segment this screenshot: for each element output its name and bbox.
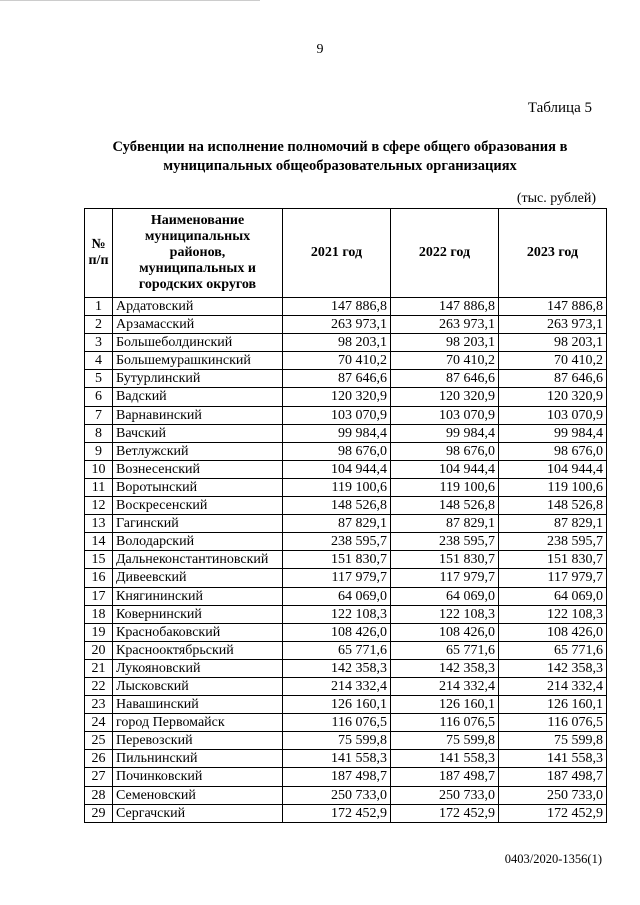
row-number: 12 [85,497,113,515]
value-2021: 122 108,3 [283,605,391,623]
value-2023: 187 498,7 [499,768,607,786]
value-2021: 99 984,4 [283,424,391,442]
value-2021: 250 733,0 [283,786,391,804]
value-2021: 120 320,9 [283,388,391,406]
value-2022: 122 108,3 [391,605,499,623]
row-number: 2 [85,316,113,334]
value-2023: 250 733,0 [499,786,607,804]
value-2022: 103 070,9 [391,406,499,424]
value-2023: 64 069,0 [499,587,607,605]
value-2021: 103 070,9 [283,406,391,424]
table-row [85,623,607,641]
table-row [85,442,607,460]
row-number: 25 [85,732,113,750]
value-2023: 104 944,4 [499,460,607,478]
district-name: Перевозский [113,732,283,750]
value-2023: 148 526,8 [499,497,607,515]
value-2023: 75 599,8 [499,732,607,750]
value-2021: 151 830,7 [283,551,391,569]
value-2022: 263 973,1 [391,316,499,334]
header-2022: 2022 год [391,209,499,298]
value-2022: 187 498,7 [391,768,499,786]
table-row [85,750,607,768]
row-number: 21 [85,659,113,677]
value-2023: 108 426,0 [499,623,607,641]
value-2022: 238 595,7 [391,533,499,551]
district-name: Сергачский [113,804,283,822]
value-2021: 116 076,5 [283,714,391,732]
row-number: 13 [85,515,113,533]
value-2022: 64 069,0 [391,587,499,605]
table-row [85,515,607,533]
value-2021: 126 160,1 [283,696,391,714]
units-label: (тыс. рублей) [516,191,596,206]
value-2022: 119 100,6 [391,478,499,496]
table-row [85,370,607,388]
value-2023: 98 203,1 [499,334,607,352]
row-number: 15 [85,551,113,569]
value-2021: 70 410,2 [283,352,391,370]
district-name: Ковернинский [113,605,283,623]
header-name: Наименование муниципальных районов, муниципальных и городских округов [113,209,283,298]
value-2023: 238 595,7 [499,533,607,551]
row-number: 3 [85,334,113,352]
value-2023: 172 452,9 [499,804,607,822]
value-2023: 116 076,5 [499,714,607,732]
value-2021: 75 599,8 [283,732,391,750]
table-row [85,406,607,424]
table-row [85,460,607,478]
value-2021: 214 332,4 [283,677,391,695]
header-num: № п/п [85,209,113,298]
value-2021: 147 886,8 [283,298,391,316]
table-row [85,533,607,551]
district-name: Дальнеконстантиновский [113,551,283,569]
title-line-2: муниципальных общеобразовательных организациях [163,158,517,174]
row-number: 4 [85,352,113,370]
row-number: 26 [85,750,113,768]
table-row [85,732,607,750]
value-2023: 214 332,4 [499,677,607,695]
value-2021: 117 979,7 [283,569,391,587]
value-2022: 87 829,1 [391,515,499,533]
district-name: Семеновский [113,786,283,804]
row-number: 27 [85,768,113,786]
value-2021: 142 358,3 [283,659,391,677]
district-name: Лысковский [113,677,283,695]
district-name: Большеболдинский [113,334,283,352]
value-2023: 141 558,3 [499,750,607,768]
value-2023: 99 984,4 [499,424,607,442]
row-number: 22 [85,677,113,695]
row-number: 14 [85,533,113,551]
value-2021: 98 203,1 [283,334,391,352]
table-row [85,388,607,406]
table-row [85,659,607,677]
value-2021: 141 558,3 [283,750,391,768]
row-number: 19 [85,623,113,641]
district-name: Володарский [113,533,283,551]
value-2021: 148 526,8 [283,497,391,515]
value-2022: 98 676,0 [391,442,499,460]
table-row [85,587,607,605]
district-name: Большемурашкинский [113,352,283,370]
table-row [85,352,607,370]
table-header-row [85,209,607,298]
table-row [85,569,607,587]
subsidies-table [84,208,607,823]
value-2022: 116 076,5 [391,714,499,732]
table-row [85,605,607,623]
row-number: 6 [85,388,113,406]
value-2023: 142 358,3 [499,659,607,677]
page-title [60,138,620,176]
table-label: Таблица 5 [527,100,592,116]
value-2022: 141 558,3 [391,750,499,768]
table-row [85,316,607,334]
row-number: 7 [85,406,113,424]
value-2022: 148 526,8 [391,497,499,515]
value-2022: 70 410,2 [391,352,499,370]
value-2021: 87 829,1 [283,515,391,533]
value-2021: 187 498,7 [283,768,391,786]
table-row [85,804,607,822]
value-2022: 87 646,6 [391,370,499,388]
row-number: 23 [85,696,113,714]
value-2022: 151 830,7 [391,551,499,569]
district-name: Воскресенский [113,497,283,515]
value-2023: 98 676,0 [499,442,607,460]
value-2021: 98 676,0 [283,442,391,460]
table-row [85,551,607,569]
value-2021: 108 426,0 [283,623,391,641]
district-name: Варнавинский [113,406,283,424]
district-name: Вачский [113,424,283,442]
value-2023: 126 160,1 [499,696,607,714]
value-2021: 263 973,1 [283,316,391,334]
table-row [85,334,607,352]
value-2021: 172 452,9 [283,804,391,822]
value-2023: 87 646,6 [499,370,607,388]
row-number: 9 [85,442,113,460]
value-2022: 117 979,7 [391,569,499,587]
value-2022: 75 599,8 [391,732,499,750]
value-2022: 142 358,3 [391,659,499,677]
table-row [85,696,607,714]
value-2021: 119 100,6 [283,478,391,496]
district-name: Арзамасский [113,316,283,334]
district-name: Лукояновский [113,659,283,677]
page-number: 9 [316,42,324,57]
value-2021: 65 771,6 [283,641,391,659]
value-2023: 70 410,2 [499,352,607,370]
row-number: 1 [85,298,113,316]
value-2023: 117 979,7 [499,569,607,587]
value-2022: 65 771,6 [391,641,499,659]
value-2022: 126 160,1 [391,696,499,714]
row-number: 29 [85,804,113,822]
district-name: Княгининский [113,587,283,605]
value-2023: 263 973,1 [499,316,607,334]
row-number: 5 [85,370,113,388]
district-name: Пильнинский [113,750,283,768]
district-name: Краснобаковский [113,623,283,641]
district-name: Воротынский [113,478,283,496]
row-number: 20 [85,641,113,659]
value-2023: 119 100,6 [499,478,607,496]
district-name: Навашинский [113,696,283,714]
row-number: 16 [85,569,113,587]
value-2022: 99 984,4 [391,424,499,442]
value-2022: 108 426,0 [391,623,499,641]
table-row [85,497,607,515]
district-name: Починковский [113,768,283,786]
row-number: 8 [85,424,113,442]
header-2021: 2021 год [283,209,391,298]
value-2023: 103 070,9 [499,406,607,424]
district-name: Вадский [113,388,283,406]
value-2023: 151 830,7 [499,551,607,569]
table-row [85,714,607,732]
value-2023: 65 771,6 [499,641,607,659]
table-row [85,424,607,442]
district-name: Ардатовский [113,298,283,316]
table-row [85,677,607,695]
row-number: 24 [85,714,113,732]
table-row [85,641,607,659]
table-row [85,786,607,804]
district-name: Вознесенский [113,460,283,478]
value-2022: 172 452,9 [391,804,499,822]
value-2022: 147 886,8 [391,298,499,316]
value-2022: 120 320,9 [391,388,499,406]
value-2021: 64 069,0 [283,587,391,605]
table-body [85,298,607,823]
district-name: Краснооктябрьский [113,641,283,659]
district-name: город Первомайск [113,714,283,732]
document-code: 0403/2020-1356(1) [504,852,602,866]
district-name: Ветлужский [113,442,283,460]
value-2021: 238 595,7 [283,533,391,551]
value-2022: 214 332,4 [391,677,499,695]
value-2022: 98 203,1 [391,334,499,352]
top-rule [0,0,260,1]
value-2023: 122 108,3 [499,605,607,623]
row-number: 17 [85,587,113,605]
district-name: Бутурлинский [113,370,283,388]
row-number: 11 [85,478,113,496]
title-line-1: Субвенции на исполнение полномочий в сфере общего образования в [112,139,568,155]
row-number: 10 [85,460,113,478]
value-2021: 104 944,4 [283,460,391,478]
table-row [85,768,607,786]
value-2022: 104 944,4 [391,460,499,478]
value-2021: 87 646,6 [283,370,391,388]
row-number: 28 [85,786,113,804]
table-row [85,298,607,316]
value-2023: 87 829,1 [499,515,607,533]
row-number: 18 [85,605,113,623]
district-name: Дивеевский [113,569,283,587]
value-2023: 147 886,8 [499,298,607,316]
table-row [85,478,607,496]
value-2022: 250 733,0 [391,786,499,804]
value-2023: 120 320,9 [499,388,607,406]
header-2023: 2023 год [499,209,607,298]
district-name: Гагинский [113,515,283,533]
